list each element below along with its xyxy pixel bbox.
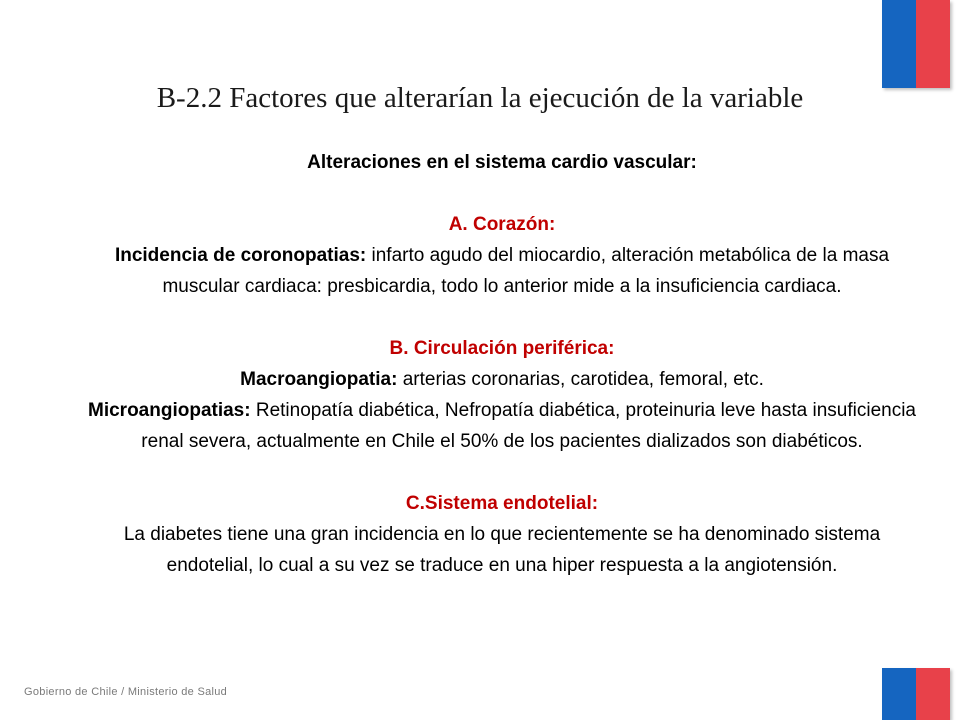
macroangiopatia-text: arterias coronarias, carotidea, femoral, etc.	[397, 369, 764, 390]
slide-content	[80, 147, 924, 581]
section-c-text: La diabetes tiene una gran incidencia en lo que recientemente se ha denominado sistema endotelial, lo cual a su vez se traduce en una hiper respuesta a la angiotensión.	[123, 524, 881, 576]
subtitle: Alteraciones en el sistema cardio vascular:	[307, 152, 697, 173]
section-b-heading: B. Circulación periférica:	[389, 338, 615, 359]
microangiopatia-text: Retinopatía diabética, Nefropatía diabética, proteinuria leve hasta insuficiencia renal severa, actualmente en Chile el 50% de los pacientes dializados son diabéticos.	[141, 400, 916, 452]
microangiopatia-label: Microangiopatias:	[88, 400, 251, 421]
slide-title: B-2.2 Factores que alterarían la ejecución de la variable	[156, 82, 804, 114]
chile-flag-decoration-bottom	[882, 668, 950, 720]
chile-flag-decoration-top	[882, 0, 950, 88]
flag-blue-stripe	[882, 668, 916, 720]
macroangiopatia-label: Macroangiopatia:	[240, 369, 398, 390]
section-b-line2	[80, 395, 924, 457]
section-c-heading: C.Sistema endotelial:	[405, 493, 599, 514]
flag-red-stripe	[916, 0, 950, 88]
section-a-bold-lead: Incidencia de coronopatias:	[114, 245, 367, 266]
flag-blue-stripe	[882, 0, 916, 88]
section-b-line1	[80, 364, 924, 395]
flag-red-stripe	[916, 668, 950, 720]
section-a-paragraph	[80, 240, 924, 302]
section-a-text: infarto agudo del miocardio, alteración metabólica de la masa muscular cardiaca: presbicardia, todo lo anterior mide a la insuficiencia cardiaca.	[162, 245, 890, 297]
footer-ministry: Gobierno de Chile / Ministerio de Salud	[24, 686, 228, 698]
section-a-heading: A. Corazón:	[448, 214, 556, 235]
